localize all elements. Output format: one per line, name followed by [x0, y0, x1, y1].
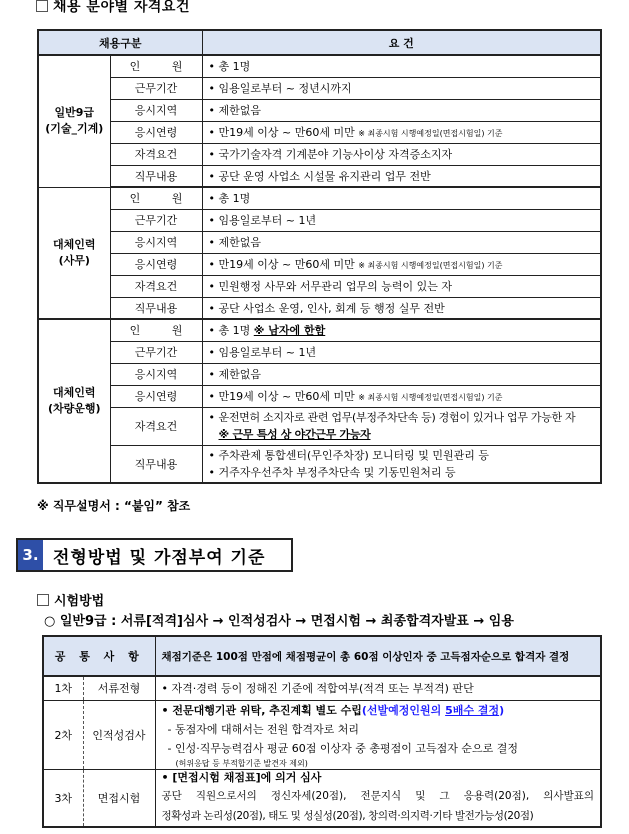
- exam-table: [42, 635, 602, 828]
- row-value: • 총 1명: [202, 55, 601, 77]
- row-label: 자격요건: [110, 407, 202, 445]
- row-label: 응시지역: [110, 363, 202, 385]
- checkbox-icon: [36, 0, 48, 12]
- section-title: 채용 분야별 자격요건: [53, 0, 190, 15]
- row-label: 인 원: [110, 187, 202, 209]
- row-value: • 운전면허 소지자로 관련 업무(부정주차단속 등) 경험이 있거나 업무 가능한 자 ※ 근무 특성 상 야간근무 가능자: [202, 407, 601, 445]
- row-label: 응시지역: [110, 231, 202, 253]
- row-value: • 공단 사업소 운영, 인사, 회계 등 행정 실무 전반: [202, 297, 601, 319]
- row-value: • 제한없음: [202, 99, 601, 121]
- row-value: • 임용일로부터 ~ 1년: [202, 341, 601, 363]
- age-note: ※ 최종시험 시행예정일(면접시험일) 기준: [358, 393, 503, 402]
- row-value: • 만19세 이상 ~ 만60세 미만 ※ 최종시험 시행예정일(면접시험일) 기준: [202, 253, 601, 275]
- step-number: 3차: [43, 769, 83, 827]
- row-value: • 주차관제 통합센터(무인주차장) 모니터링 및 민원관리 등 • 거주자우선주차 부정주차단속 및 기동민원처리 등: [202, 445, 601, 483]
- category-cell: [38, 187, 110, 319]
- night-shift-note: ※ 근무 특성 상 야간근무 가능자: [218, 428, 371, 441]
- step-number: 1차: [43, 676, 83, 700]
- step-name: 인적성검사: [83, 700, 155, 769]
- header-category: 채용구분: [38, 30, 202, 55]
- checkbox-icon: [37, 594, 49, 606]
- exam-method-heading: [37, 590, 104, 609]
- row-label: 근무기간: [110, 77, 202, 99]
- step-detail: • 전문대행기관 위탁, 추진계획 별도 수립(선발예정인원의 5배수 결정) - 동점자에 대해서는 전원 합격자로 처리 - 인성·직무능력검사 평균 60점 이상자 중 총평점이 고득점자 순으로 결정 (허위응답 등 부적합기준 발견자 제외): [155, 700, 601, 769]
- row-label: 직무내용: [110, 165, 202, 187]
- row-value: • 공단 운영 사업소 시설물 유지관리 업무 전반: [202, 165, 601, 187]
- category-name: 일반9급: [54, 106, 95, 120]
- section-number: 3.: [18, 540, 43, 570]
- row-label: 응시연령: [110, 253, 202, 275]
- category-sub: (사무): [58, 253, 90, 267]
- exam-method-title: 시험방법: [54, 594, 105, 609]
- row-label: 응시지역: [110, 99, 202, 121]
- row-label: 근무기간: [110, 341, 202, 363]
- category-name: 대체인력: [52, 386, 96, 399]
- row-label: 직무내용: [110, 445, 202, 483]
- step-detail: • [면접시험 채점표]에 의거 심사 공단 직원으로서의 정신자세(20점), 전문지식 및 그 응용력(20점), 의사발표의 정확성과 논리성(20점), 태도 및 성실성(20점), 창의력·의지력·기타 발전가능성(20점): [155, 769, 601, 827]
- row-label: 근무기간: [110, 209, 202, 231]
- age-note: ※ 최종시험 시행예정일(면접시험일) 기준: [358, 261, 503, 270]
- row-label: 응시연령: [110, 121, 202, 143]
- step-detail: • 자격·경력 등이 정해진 기준에 적합여부(적격 또는 부적격) 판단: [155, 676, 601, 700]
- row-label: 응시연령: [110, 385, 202, 407]
- row-value: • 총 1명: [202, 187, 601, 209]
- gender-restriction: ※ 남자에 한함: [253, 324, 326, 338]
- row-value: • 제한없음: [202, 363, 601, 385]
- step-name: 서류전형: [83, 676, 155, 700]
- row-value: • 총 1명 ※ 남자에 한함: [202, 319, 601, 341]
- row-value: • 국가기술자격 기계분야 기능사이상 자격증소지자: [202, 143, 601, 165]
- row-label: 인 원: [110, 319, 202, 341]
- row-label: 인 원: [110, 55, 202, 77]
- section-title: 전형방법 및 가점부여 기준: [53, 547, 266, 568]
- row-label: 자격요건: [110, 275, 202, 297]
- step-name: 면접시험: [83, 769, 155, 827]
- row-value: • 임용일로부터 ~ 정년시까지: [202, 77, 601, 99]
- header-requirements: 요 건: [202, 30, 601, 55]
- row-value: • 임용일로부터 ~ 1년: [202, 209, 601, 231]
- row-label: 직무내용: [110, 297, 202, 319]
- exam-flow: ○ 일반9급 : 서류[적격]심사 → 인적성검사 → 면접시험 → 최종합격자발표 → 임용: [44, 614, 514, 629]
- row-value: • 민원행정 사무와 서무관리 업무의 능력이 있는 자: [202, 275, 601, 297]
- category-sub: (기술_기계): [45, 122, 104, 136]
- category-sub: (차량운행): [47, 402, 101, 415]
- section-heading-qualifications: [36, 0, 190, 16]
- row-value: • 만19세 이상 ~ 만60세 미만 ※ 최종시험 시행예정일(면접시험일) 기준: [202, 121, 601, 143]
- header-criteria: 채점기준은 100점 만점에 채점평균이 총 60점 이상인자 중 고득점자순으로 합격자 결정: [155, 636, 601, 676]
- header-common: 공 통 사 항: [43, 636, 155, 676]
- section3-heading: [16, 538, 293, 572]
- category-cell: [38, 319, 110, 483]
- qualifications-table: [37, 29, 602, 484]
- category-name: 대체인력: [52, 237, 96, 251]
- row-value: • 만19세 이상 ~ 만60세 미만 ※ 최종시험 시행예정일(면접시험일) 기준: [202, 385, 601, 407]
- row-value: • 제한없음: [202, 231, 601, 253]
- step-number: 2차: [43, 700, 83, 769]
- job-description-note: ※ 직무설명서 : “붙임” 참조: [37, 499, 191, 513]
- age-note: ※ 최종시험 시행예정일(면접시험일) 기준: [358, 129, 503, 138]
- row-label: 자격요건: [110, 143, 202, 165]
- category-cell: [38, 55, 110, 187]
